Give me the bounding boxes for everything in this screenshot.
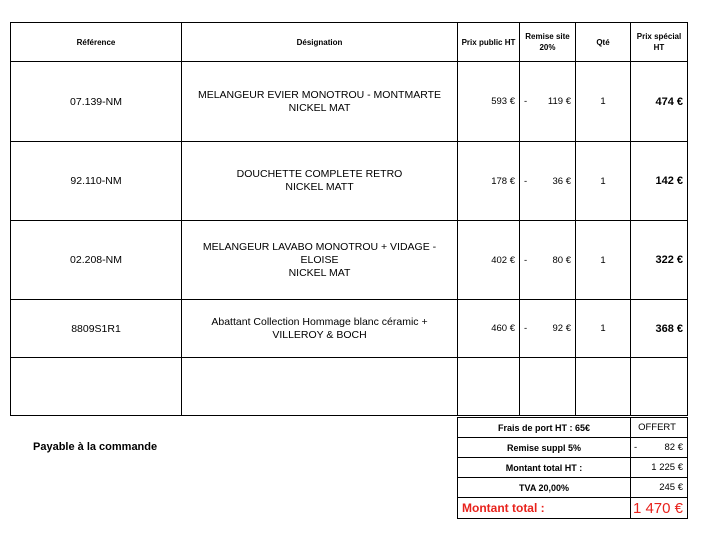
- totals-row-shipping: [458, 418, 688, 438]
- header-prix-special-line1: Prix spécial: [636, 32, 682, 41]
- totals-row-total-ht: [458, 458, 688, 478]
- header-designation: Désignation: [182, 23, 458, 62]
- cell-designation: [182, 221, 458, 300]
- designation-line: Abattant Collection Hommage blanc céramic +: [211, 315, 428, 328]
- designation-line: MELANGEUR LAVABO MONOTROU + VIDAGE -: [202, 240, 437, 253]
- header-prix-special-line2: HT: [653, 43, 665, 52]
- header-remise-line1: Remise site: [525, 32, 570, 41]
- remise-value: 92 €: [552, 323, 571, 334]
- remise-value: 119 €: [547, 96, 571, 107]
- header-remise: [520, 23, 576, 62]
- extra-discount-dash: -: [634, 442, 638, 453]
- cell-reference: 02.208-NM: [11, 221, 182, 300]
- cell-remise: [520, 300, 576, 358]
- payment-terms-note: Payable à la commande: [33, 441, 158, 453]
- grand-total-value: 1 470 €: [631, 498, 688, 519]
- header-qte: Qté: [576, 23, 631, 62]
- header-prix-special: [631, 23, 688, 62]
- designation-line: VILLEROY & BOCH: [272, 328, 367, 341]
- designation-line: MELANGEUR EVIER MONOTROU - MONTMARTE: [197, 88, 442, 101]
- cell-qte: 1: [576, 62, 631, 142]
- cell-prix-public: 460 €: [458, 300, 520, 358]
- grand-total-label: Montant total :: [458, 498, 631, 519]
- empty-cell: [631, 358, 688, 416]
- cell-prix-special: 142 €: [631, 142, 688, 221]
- cell-prix-public: 178 €: [458, 142, 520, 221]
- extra-discount-cell: [631, 438, 688, 458]
- remise-value: 36 €: [552, 175, 571, 187]
- cell-remise: [520, 62, 576, 142]
- empty-cell: [576, 358, 631, 416]
- remise-value: 80 €: [552, 254, 571, 266]
- designation-line: ELOISE: [300, 253, 339, 266]
- totals-row-discount: [458, 438, 688, 458]
- extra-discount-label: Remise suppl 5%: [458, 438, 631, 458]
- cell-remise: [520, 221, 576, 300]
- cell-reference: 8809S1R1: [11, 300, 182, 358]
- table-row: [11, 142, 688, 221]
- cell-qte: 1: [576, 300, 631, 358]
- designation-line: NICKEL MAT: [288, 266, 351, 279]
- cell-qte: 1: [576, 221, 631, 300]
- table-header-row: [11, 23, 688, 62]
- header-remise-line2: 20%: [539, 43, 556, 52]
- quote-table: [10, 22, 688, 416]
- empty-cell: [458, 358, 520, 416]
- cell-designation: [182, 142, 458, 221]
- empty-cell: [520, 358, 576, 416]
- cell-reference: 07.139-NM: [11, 62, 182, 142]
- shipping-label: Frais de port HT : 65€: [458, 418, 631, 438]
- tva-label: TVA 20,00%: [458, 478, 631, 498]
- totals-row-tva: [458, 478, 688, 498]
- tva-value: 245 €: [631, 478, 688, 498]
- designation-line: NICKEL MATT: [285, 181, 354, 193]
- table-row: [11, 221, 688, 300]
- cell-reference: 92.110-NM: [11, 142, 182, 221]
- empty-cell: [182, 358, 458, 416]
- cell-qte: 1: [576, 142, 631, 221]
- designation-line: DOUCHETTE COMPLETE RETRO: [236, 168, 403, 180]
- totals-table: [457, 417, 688, 519]
- total-ht-value: 1 225 €: [631, 458, 688, 478]
- shipping-value: OFFERT: [631, 418, 688, 438]
- cell-prix-special: 474 €: [631, 62, 688, 142]
- cell-prix-special: 322 €: [631, 221, 688, 300]
- cell-prix-public: 593 €: [458, 62, 520, 142]
- cell-remise: [520, 142, 576, 221]
- cell-designation: [182, 300, 458, 358]
- remise-dash: -: [524, 175, 528, 187]
- table-row: [11, 300, 688, 358]
- empty-table-row: [11, 358, 688, 416]
- cell-prix-public: 402 €: [458, 221, 520, 300]
- cell-prix-special: 368 €: [631, 300, 688, 358]
- extra-discount-value: 82 €: [664, 442, 683, 453]
- total-ht-label: Montant total HT :: [458, 458, 631, 478]
- totals-row-grand-total: [458, 498, 688, 519]
- remise-dash: -: [524, 323, 528, 334]
- header-prix-public: Prix public HT: [458, 23, 520, 62]
- designation-line: NICKEL MAT: [288, 101, 351, 114]
- remise-dash: -: [524, 96, 528, 107]
- header-reference: Référence: [11, 23, 182, 62]
- empty-cell: [11, 358, 182, 416]
- table-row: [11, 62, 688, 142]
- remise-dash: -: [524, 254, 528, 266]
- cell-designation: [182, 62, 458, 142]
